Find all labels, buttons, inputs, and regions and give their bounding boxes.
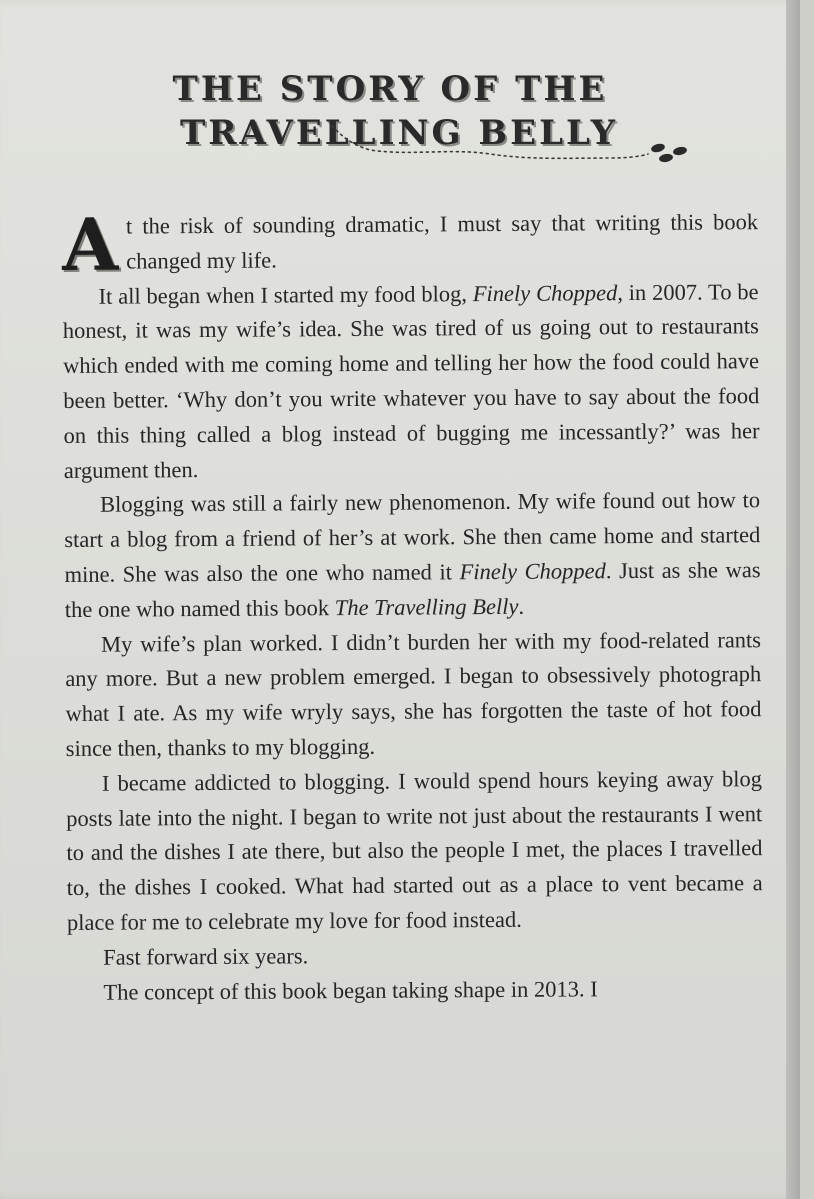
dotted-path-footprints-icon — [330, 118, 690, 178]
paragraph: I became addicted to blogging. I would spend hours keying away blog posts late into the night. I began to write not just about the restaurants I went to and the dishes I ate there, but also the people I met, the places I travelled to, the dishes I cooked. What had started out as a place to vent became a place for me to celebrate my love for food instead. — [66, 765, 763, 935]
drop-cap: A — [61, 201, 119, 287]
paragraph-text: Blogging was still a fairly new phenomenon. My wife found out how to start a blog from a friend of her’s at work. She then came home and started mine. She was also the one who named it — [64, 487, 761, 587]
paragraph — [61, 201, 759, 287]
paragraph-text: . — [518, 593, 525, 619]
paragraph-text: It all began when I started my food blog, — [98, 280, 473, 309]
paragraph-text: t the risk of sounding dramatic, I must say that writing this book changed my life. — [125, 209, 759, 274]
book-title: The Travelling Belly — [334, 593, 519, 620]
blog-title: Finely Chopped — [459, 558, 606, 585]
chapter-title-line1: THE STORY OF THE — [172, 68, 608, 109]
chapter-body — [61, 201, 764, 1010]
paragraph — [64, 484, 761, 628]
chapter-title-line2: TRAVELLING BELLY — [180, 112, 618, 153]
paragraph: Fast forward six years. — [103, 943, 309, 970]
paragraph-text: . Just as she was the one who named this book — [64, 557, 761, 622]
paragraph — [62, 275, 759, 489]
paragraph: My wife’s plan worked. I didn’t burden her with my food-related rants any more. But a new problem emerged. I began to obsessively photograph what I ate. As my wife wryly says, she has forgotten the taste of hot food since then, thanks to my blogging. — [65, 626, 762, 761]
blog-title: Finely Chopped — [472, 279, 618, 306]
page-edge — [786, 0, 800, 1199]
paragraph-text: , in 2007. To be honest, it was my wife’s idea. She was tired of us going out to restaurants which ended with me coming home and telling her how the food could have been better. ‘Why don’t you write whatever you have to say about the food on this thing called a blog instead of bugging me incessantly?’ was her argument then. — [62, 278, 760, 483]
paragraph: The concept of this book began taking shape in 2013. I — [103, 975, 598, 1005]
